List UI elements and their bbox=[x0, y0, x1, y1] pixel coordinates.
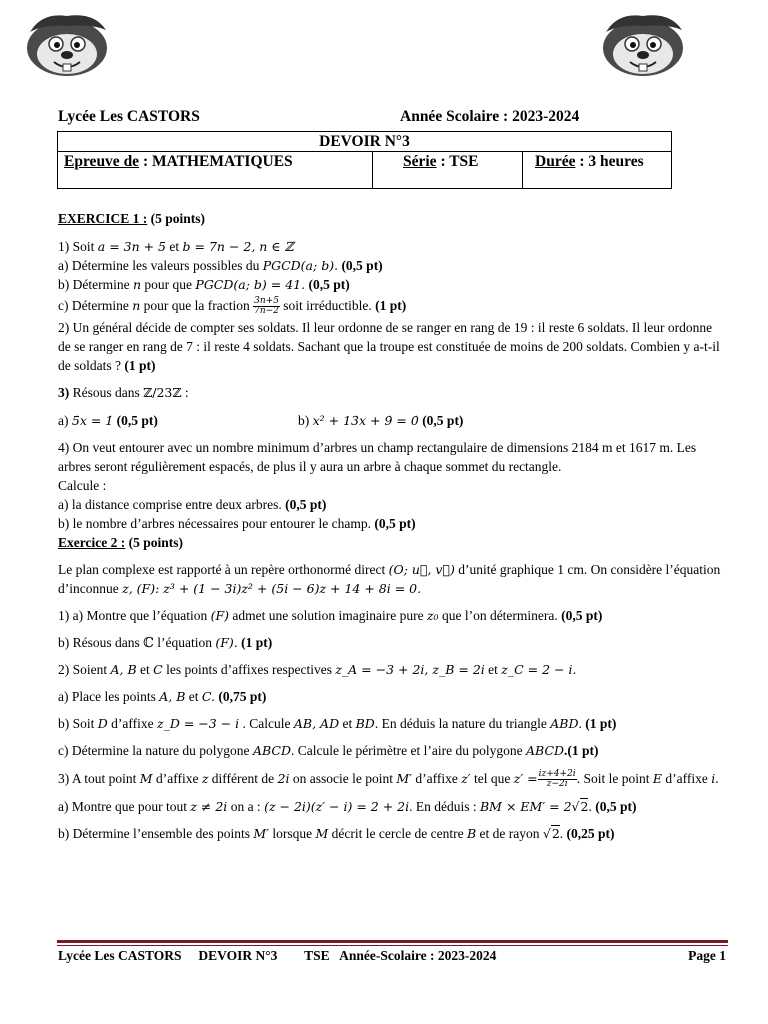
text: admet une solution imaginaire pure bbox=[229, 608, 427, 623]
text: . En déduis : bbox=[409, 799, 480, 815]
text: Résous dans bbox=[69, 385, 144, 400]
math: z_C = 2 − i. bbox=[501, 662, 577, 677]
ex2-q2 bbox=[58, 660, 722, 679]
text: et bbox=[484, 662, 502, 677]
castor-mascot-right-icon bbox=[598, 10, 688, 78]
fraction bbox=[253, 297, 280, 316]
math: n bbox=[132, 277, 142, 292]
duree-value: : 3 heures bbox=[575, 153, 644, 170]
math: PGCD(a; b) = 41. bbox=[195, 277, 306, 292]
numerator: 3n+5 bbox=[254, 296, 279, 307]
math: A, B bbox=[159, 689, 186, 704]
text: . Calcule le périmètre et l’aire du polygone bbox=[290, 743, 526, 758]
ex1-q1-intro bbox=[58, 237, 722, 256]
text: et bbox=[136, 662, 154, 677]
points: (0,5 pt) bbox=[418, 413, 464, 428]
math: B bbox=[466, 826, 477, 842]
school-line bbox=[58, 108, 678, 126]
math: ABCD bbox=[526, 743, 565, 758]
school-name: Lycée Les CASTORS bbox=[58, 108, 200, 125]
footer-year: Année-Scolaire : 2023-2024 bbox=[339, 948, 497, 963]
ex1-points: (5 points) bbox=[147, 211, 206, 226]
serie-label: Série bbox=[403, 153, 437, 170]
ex1-q4a bbox=[58, 495, 722, 514]
text: . Calcule bbox=[239, 716, 294, 731]
math: M bbox=[315, 826, 329, 842]
math: AB, AD bbox=[293, 716, 340, 731]
ex2-points: (5 points) bbox=[125, 535, 183, 550]
math: A, B bbox=[110, 662, 137, 677]
ex1-q3b bbox=[298, 411, 463, 430]
text: . bbox=[588, 799, 592, 815]
text: pour que la fraction bbox=[140, 298, 254, 313]
text: . bbox=[578, 716, 586, 731]
castor-mascot-left-icon bbox=[22, 10, 112, 78]
math: ℤ/23ℤ bbox=[143, 385, 182, 400]
math: z_D = −3 − i bbox=[157, 716, 240, 731]
text: 1) Soit bbox=[58, 239, 98, 254]
points: (0,5 pt) bbox=[374, 516, 416, 531]
ex1-q1c bbox=[58, 294, 722, 318]
fraction bbox=[538, 770, 577, 789]
math: z′ = bbox=[513, 771, 538, 786]
points: (0,5 pt) bbox=[561, 608, 603, 623]
text: a) la distance comprise entre deux arbres. bbox=[58, 497, 286, 512]
math: z bbox=[201, 771, 209, 786]
ex1-q4-calc: Calcule : bbox=[58, 478, 107, 493]
math: i bbox=[711, 771, 716, 786]
math: z′ bbox=[461, 771, 471, 786]
ex2-q3 bbox=[58, 768, 722, 789]
math: x² + 13̇x + 9̇ = 0̇ bbox=[312, 413, 419, 428]
ex2-intro bbox=[58, 560, 722, 598]
math: BD bbox=[355, 716, 375, 731]
text: et de rayon bbox=[476, 826, 543, 842]
ex2-q1a bbox=[58, 606, 722, 625]
text: . Soit le point bbox=[576, 771, 653, 786]
text: Le plan complexe est rapporté à un repère orthonormé direct bbox=[58, 562, 389, 577]
text: c) Détermine la nature du polygone bbox=[58, 743, 253, 758]
points: (0,5 pt) bbox=[113, 413, 158, 428]
footer-serie: TSE bbox=[304, 948, 330, 963]
text: b) Détermine l’ensemble des points bbox=[58, 826, 254, 842]
points: (0,5 pt) bbox=[338, 258, 383, 273]
points: (1 pt) bbox=[375, 298, 407, 313]
text: . bbox=[559, 826, 564, 842]
math: M′ bbox=[396, 771, 412, 786]
denominator: z−2i bbox=[546, 779, 568, 790]
footer-school: Lycée Les CASTORS bbox=[58, 948, 182, 963]
text: les points d’affixes respectives bbox=[162, 662, 336, 677]
ex1-q4: 4) On veut entourer avec un nombre minimum d’arbres un champ rectangulaire de dimensions 2184 m et 1617 m. Les arbres seront régulièrement espacés, de plus il y aura un arbre à chaque sommet du rectangle. bbox=[58, 440, 697, 474]
text: que l’on déterminera. bbox=[438, 608, 562, 623]
text: b) Résous dans ℂ l’équation bbox=[58, 635, 216, 650]
math: C. bbox=[201, 689, 215, 704]
math: M bbox=[139, 771, 153, 786]
text: a) Place les points bbox=[58, 689, 160, 704]
epreuve-label: Epreuve de bbox=[64, 153, 140, 170]
text: on a : bbox=[227, 799, 265, 815]
ex2-q2a bbox=[58, 687, 722, 706]
text: a) bbox=[58, 413, 72, 428]
numerator: iz+4+2i bbox=[538, 769, 576, 780]
text: d’unité graphique 1 cm. On considère l’équation d’inconnue bbox=[58, 562, 721, 596]
text: : bbox=[181, 385, 189, 400]
text: . En déduis la nature du triangle bbox=[374, 716, 551, 731]
text: 2) Soient bbox=[58, 662, 111, 677]
ex1-q3 bbox=[58, 383, 722, 402]
points: .(1 pt) bbox=[564, 743, 599, 758]
math: E bbox=[652, 771, 662, 786]
points: (0,5 pt) bbox=[591, 799, 637, 815]
footer-rule-thin bbox=[57, 945, 728, 946]
school-year: Année Scolaire : 2023-2024 bbox=[400, 108, 580, 125]
ex2-q3a bbox=[58, 797, 722, 816]
serie-value: : TSE bbox=[436, 153, 479, 170]
math: (F) bbox=[210, 608, 230, 623]
ex1-q2 bbox=[58, 318, 722, 375]
footer-devoir: DEVOIR N°3 bbox=[198, 948, 278, 963]
math: BM × EM′ = 2 bbox=[480, 799, 572, 815]
text: d’affixe bbox=[107, 716, 158, 731]
text: d’affixe bbox=[661, 771, 712, 786]
text: soit irréductible. bbox=[279, 298, 376, 313]
math: M′ bbox=[253, 826, 269, 842]
ex1-q1b bbox=[58, 275, 722, 294]
ex2-q1b bbox=[58, 633, 722, 652]
points: (1 pt) bbox=[585, 716, 617, 731]
math: ABCD bbox=[252, 743, 291, 758]
math: 5̇x = 1̇ bbox=[71, 413, 114, 428]
math: z₀ bbox=[426, 608, 439, 623]
text: tel que bbox=[470, 771, 514, 786]
ex1-heading bbox=[58, 209, 722, 228]
duree-label: Durée bbox=[535, 153, 576, 170]
text: b) bbox=[298, 413, 313, 428]
text: différent de bbox=[208, 771, 278, 786]
math: ABD bbox=[550, 716, 579, 731]
ex2-title: Exercice 2 : bbox=[58, 535, 126, 550]
text: et bbox=[166, 239, 183, 254]
sqrt-symbol: √ bbox=[542, 826, 551, 842]
math: (F). bbox=[215, 635, 238, 650]
math: b = 7n − 2, n ∈ ℤ bbox=[182, 239, 294, 254]
text: 2) Un général décide de compter ses soldats. Il leur ordonne de se ranger en rang de 19 : il reste 6 soldats. Il leur ordonne de se ranger en rang de 7 : il reste 4 soldats. Sachant que la troupe est constituée de moins de 200 soldats. Combien y a-t-il de soldats ? bbox=[58, 320, 720, 373]
sqrt-value: 2 bbox=[551, 826, 560, 842]
math: n bbox=[132, 298, 141, 313]
math: z ≠ 2i bbox=[190, 799, 228, 815]
text: c) Détermine bbox=[58, 298, 133, 313]
points: (0,5 pt) bbox=[305, 277, 350, 292]
math: a = 3n + 5 bbox=[97, 239, 167, 254]
text: décrit le cercle de centre bbox=[328, 826, 467, 842]
math: (O; u⃗, v⃗) bbox=[388, 562, 455, 577]
ex2-q2b bbox=[58, 714, 722, 733]
math: D bbox=[97, 716, 108, 731]
text: b) Soit bbox=[58, 716, 98, 731]
text: b) Détermine bbox=[58, 277, 133, 292]
denominator: 7n−2 bbox=[254, 306, 279, 317]
ex2-q2c bbox=[58, 741, 722, 760]
text: b) le nombre d’arbres nécessaires pour entourer le champ. bbox=[58, 516, 375, 531]
math: PGCD(a; b). bbox=[262, 258, 339, 273]
exam-header-box bbox=[57, 131, 672, 189]
math: z, (F): z³ + (1 − 3i)z² + (5i − 6)z + 14 + 8i = 0. bbox=[122, 581, 422, 596]
text: pour que bbox=[141, 277, 196, 292]
epreuve-value: : MATHEMATIQUES bbox=[139, 153, 293, 170]
text: 3) A tout point bbox=[58, 771, 140, 786]
ex2-q3b bbox=[58, 824, 722, 843]
math: z_A = −3 + 2i, z_B = 2i bbox=[335, 662, 485, 677]
text: . bbox=[715, 771, 719, 786]
text: on associe le point bbox=[289, 771, 397, 786]
duree-cell bbox=[523, 152, 671, 189]
question-number: 3) bbox=[58, 385, 70, 400]
text: d’affixe bbox=[411, 771, 462, 786]
exam-content bbox=[58, 209, 722, 843]
serie-cell bbox=[373, 152, 523, 189]
points: (0,25 pt) bbox=[563, 826, 615, 842]
math: 2i bbox=[277, 771, 290, 786]
text: et bbox=[185, 689, 202, 704]
ex1-q1a bbox=[58, 256, 722, 275]
page-footer bbox=[58, 948, 726, 964]
text: a) Détermine les valeurs possibles du bbox=[58, 258, 263, 273]
text: 1) a) Montre que l’équation bbox=[58, 608, 211, 623]
sqrt-value: 2 bbox=[580, 799, 589, 815]
devoir-title: DEVOIR N°3 bbox=[58, 132, 671, 152]
points: (1 pt) bbox=[124, 358, 156, 373]
text: lorsque bbox=[268, 826, 316, 842]
ex1-q3ab bbox=[58, 411, 722, 430]
exam-info-row bbox=[58, 152, 671, 189]
math: (z − 2i)(z′ − i) = 2 + 2i bbox=[264, 799, 410, 815]
text: a) Montre que pour tout bbox=[58, 799, 191, 815]
text: d’affixe bbox=[152, 771, 202, 786]
footer-page-number: Page 1 bbox=[688, 948, 726, 963]
text: et bbox=[339, 716, 356, 731]
ex1-title: EXERCICE 1 : bbox=[58, 211, 148, 226]
ex2-heading bbox=[58, 533, 722, 552]
points: (0,75 pt) bbox=[215, 689, 267, 704]
points: (1 pt) bbox=[237, 635, 273, 650]
footer-rule bbox=[57, 940, 728, 943]
ex1-q4b bbox=[58, 514, 722, 533]
math: C bbox=[153, 662, 163, 677]
epreuve-cell bbox=[58, 152, 373, 189]
sqrt-symbol: √ bbox=[571, 799, 580, 815]
points: (0,5 pt) bbox=[285, 497, 327, 512]
